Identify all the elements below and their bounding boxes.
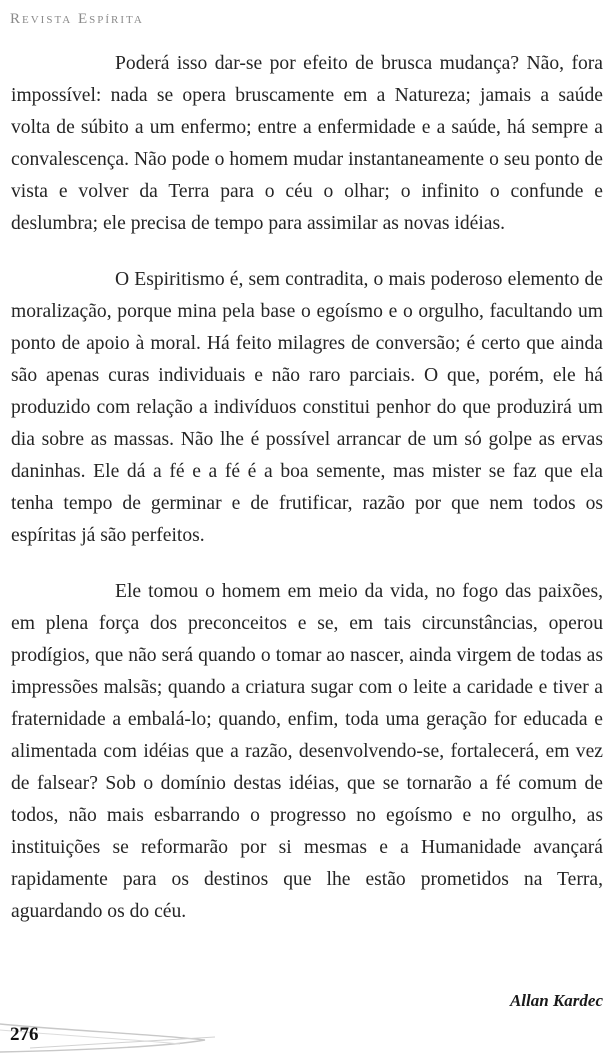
- page-number: 276: [10, 1024, 39, 1045]
- paragraph-1: Poderá isso dar-se por efeito de brusca mudança? Não, fora impossível: nada se opera bruscamente em a Natureza; jamais a saúde volta de súbito a um enfermo; entre a enfermidade e a saúde, há sempre a convalescença. Não pode o homem mudar instantaneamente o seu ponto de vista e volver da Terra para o céu o olhar; o infinito o confunde e deslumbra; ele precisa de tempo para assimilar as novas idéias.: [11, 53, 603, 234]
- paragraph-2: O Espiritismo é, sem contradita, o mais poderoso elemento de moralização, porque mina pela base o egoísmo e o orgulho, facultando um ponto de apoio à moral. Há feito milagres de conversão; é certo que ainda são apenas curas individuais e não raro parciais. O que, porém, ele há produzido com relação a indivíduos constitui penhor do que produzirá um dia sobre as massas. Não lhe é possível arrancar de um só golpe as ervas daninhas. Ele dá a fé e a fé é a boa semente, mas mister se faz que ela tenha tempo de germinar e de frutificar, razão por que nem todos os espíritas já são perfeitos.: [11, 269, 603, 546]
- article-body: [11, 48, 603, 952]
- paragraph-3: Ele tomou o homem em meio da vida, no fogo das paixões, em plena força dos preconceitos e se, em tais circunstâncias, operou prodígios, que não será quando o tomar ao nascer, ainda virgem de todas as impressões malsãs; quando a criatura sugar com o leite a caridade e tiver a fraternidade a embalá-lo; quando, enfim, toda uma geração for educada e alimentada com idéias que a razão, desenvolvendo-se, fortalecerá, em vez de falsear? Sob o domínio destas idéias, que se tornarão a fé comum de todos, não mais esbarrando o progresso no egoísmo e no orgulho, as instituições se reformarão por si mesmas e a Humanidade avançará rapidamente para os destinos que lhe estão prometidos na Terra, aguardando os do céu.: [11, 581, 603, 922]
- running-header: Revista Espírita: [10, 11, 144, 27]
- author-signature: Allan Kardec: [509, 991, 603, 1010]
